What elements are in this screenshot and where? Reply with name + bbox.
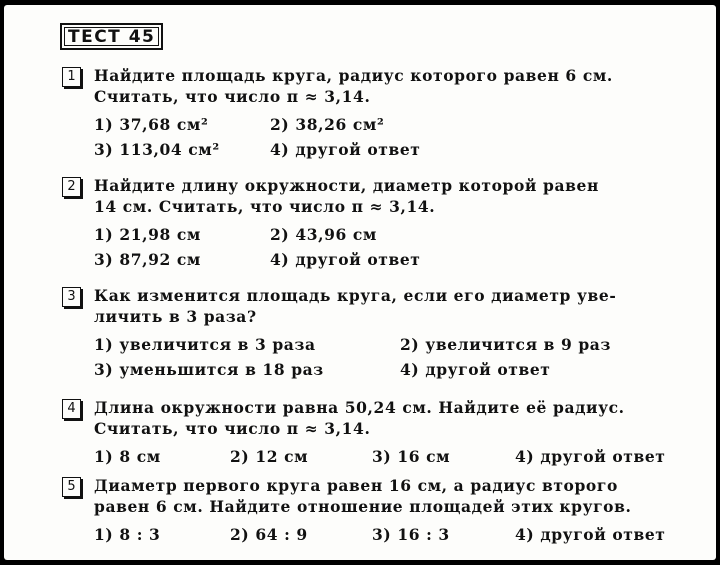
answer-option[interactable]: 1) 21,98 см bbox=[94, 225, 201, 244]
answer-option[interactable]: 4) другой ответ bbox=[270, 250, 421, 269]
answer-option[interactable]: 1) 8 см bbox=[94, 447, 161, 466]
answer-option[interactable]: 1) увеличится в 3 раза bbox=[94, 335, 316, 354]
answer-options bbox=[60, 224, 680, 274]
test-title: ТЕСТ 45 bbox=[60, 23, 163, 50]
question-line: Считать, что число π ≈ 3,14. bbox=[94, 419, 371, 438]
answer-option[interactable]: 2) 38,26 см² bbox=[270, 115, 385, 134]
question-4 bbox=[60, 397, 680, 470]
answer-option[interactable]: 2) увеличится в 9 раз bbox=[400, 335, 611, 354]
answer-option[interactable]: 2) 43,96 см bbox=[270, 225, 377, 244]
answer-option[interactable]: 4) другой ответ bbox=[400, 360, 551, 379]
answer-option[interactable]: 3) 16 : 3 bbox=[372, 525, 450, 544]
question-number: 4 bbox=[62, 399, 81, 419]
question-2 bbox=[60, 175, 680, 274]
answer-option[interactable]: 3) 87,92 см bbox=[94, 250, 201, 269]
question-line: Найдите длину окружности, диаметр которой равен bbox=[94, 176, 599, 195]
question-number: 5 bbox=[62, 477, 81, 497]
question-5 bbox=[60, 475, 680, 548]
answer-option[interactable]: 3) 113,04 см² bbox=[94, 140, 220, 159]
question-3 bbox=[60, 285, 680, 384]
answer-options bbox=[60, 524, 680, 548]
question-number: 1 bbox=[62, 67, 81, 87]
question-line: Найдите площадь круга, радиус которого равен 6 см. bbox=[94, 66, 613, 85]
answer-options bbox=[60, 446, 680, 470]
answer-option[interactable]: 3) 16 см bbox=[372, 447, 451, 466]
question-line: Считать, что число π ≈ 3,14. bbox=[94, 87, 371, 106]
answer-option[interactable]: 4) другой ответ bbox=[270, 140, 421, 159]
question-line: Диаметр первого круга равен 16 см, а радиус второго bbox=[94, 476, 618, 495]
answer-options bbox=[60, 114, 680, 164]
answer-option[interactable]: 1) 37,68 см² bbox=[94, 115, 209, 134]
answer-option[interactable]: 4) другой ответ bbox=[515, 525, 666, 544]
question-line: Как изменится площадь круга, если его диаметр уве- bbox=[94, 286, 617, 305]
question-line: равен 6 см. Найдите отношение площадей этих кругов. bbox=[94, 497, 632, 516]
test-sheet bbox=[4, 5, 716, 560]
question-line: личить в 3 раза? bbox=[94, 307, 257, 326]
answer-option[interactable]: 2) 12 см bbox=[230, 447, 309, 466]
answer-option[interactable]: 3) уменьшится в 18 раз bbox=[94, 360, 324, 379]
question-line: 14 см. Считать, что число π ≈ 3,14. bbox=[94, 197, 436, 216]
answer-option[interactable]: 1) 8 : 3 bbox=[94, 525, 161, 544]
question-number: 2 bbox=[62, 177, 81, 197]
answer-options bbox=[60, 334, 680, 384]
answer-option[interactable]: 4) другой ответ bbox=[515, 447, 666, 466]
question-1 bbox=[60, 65, 680, 164]
answer-option[interactable]: 2) 64 : 9 bbox=[230, 525, 308, 544]
question-line: Длина окружности равна 50,24 см. Найдите её радиус. bbox=[94, 398, 625, 417]
question-number: 3 bbox=[62, 287, 81, 307]
